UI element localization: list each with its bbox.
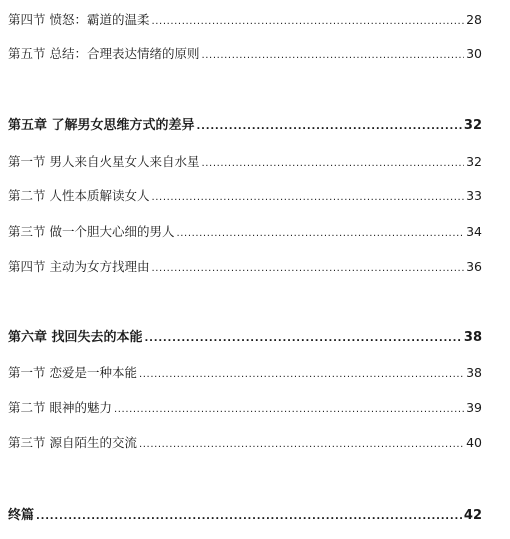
toc-entry-section[interactable] — [8, 188, 482, 206]
toc-entry-title: 第三节 做一个胆大心细的男人 — [8, 224, 175, 239]
toc-entry-title: 第三节 源自陌生的交流 — [8, 435, 137, 450]
toc-entry-title: 第一节 恋爱是一种本能 — [8, 365, 137, 380]
toc-page-number: 34 — [466, 224, 482, 239]
dot-leader — [197, 118, 462, 135]
toc-entry-section[interactable] — [8, 259, 482, 277]
toc-entry-section[interactable] — [8, 435, 482, 453]
toc-page-number: 36 — [466, 259, 482, 274]
toc-entry-title: 第五章 了解男女思维方式的差异 — [8, 118, 195, 133]
toc-page-number: 40 — [466, 435, 482, 450]
toc-page-number: 42 — [463, 508, 482, 523]
toc-entry-section[interactable] — [8, 154, 482, 172]
toc-entry-chapter[interactable] — [8, 330, 482, 347]
dot-leader — [151, 259, 464, 277]
toc-entry-title: 终篇 — [8, 508, 35, 523]
toc-entry-section[interactable] — [8, 224, 482, 242]
toc-entry-title: 第二节 人性本质解读女人 — [8, 188, 150, 203]
toc-entry-title: 第一节 男人来自火星女人来自水星 — [8, 154, 200, 169]
toc-page-number: 33 — [466, 188, 482, 203]
dot-leader — [201, 46, 464, 64]
dot-leader — [145, 330, 462, 347]
toc-entry-title: 第四节 主动为女方找理由 — [8, 259, 150, 274]
dot-leader — [114, 400, 464, 418]
dot-leader — [36, 508, 462, 525]
toc-page-number: 38 — [466, 365, 482, 380]
dot-leader — [201, 154, 464, 172]
toc-entry-title: 第二节 眼神的魅力 — [8, 400, 112, 415]
toc-entry-title: 第六章 找回失去的本能 — [8, 330, 143, 345]
toc-page-number: 38 — [463, 330, 482, 345]
dot-leader — [151, 188, 464, 206]
toc-page-number: 28 — [466, 12, 482, 27]
toc-entry-chapter[interactable] — [8, 118, 482, 135]
toc-page-number: 39 — [466, 400, 482, 415]
toc-page-number: 32 — [466, 154, 482, 169]
dot-leader — [139, 435, 464, 453]
toc-entry-section[interactable] — [8, 46, 482, 64]
toc-entry-title: 第五节 总结：合理表达情绪的原则 — [8, 46, 200, 61]
dot-leader — [139, 365, 464, 383]
dot-leader — [151, 12, 464, 30]
toc-entry-chapter[interactable] — [8, 508, 482, 525]
toc-entry-title: 第四节 愤怒：霸道的温柔 — [8, 12, 150, 27]
toc-page-number: 32 — [463, 118, 482, 133]
toc-entry-section[interactable] — [8, 12, 482, 30]
toc-page-number: 30 — [466, 46, 482, 61]
toc-entry-section[interactable] — [8, 400, 482, 418]
dot-leader — [176, 224, 464, 242]
toc-entry-section[interactable] — [8, 365, 482, 383]
